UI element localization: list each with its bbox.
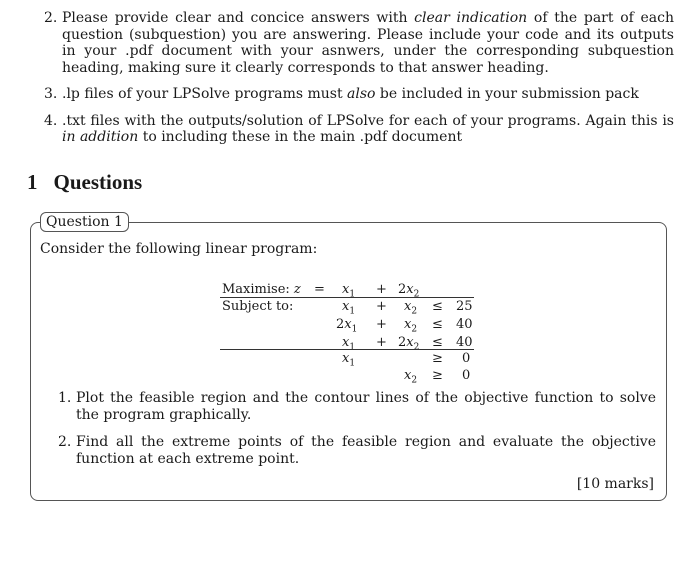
lp-rhs: 40 bbox=[456, 335, 473, 350]
section-heading bbox=[27, 170, 142, 195]
instruction-text bbox=[62, 86, 674, 103]
lp-term: $x_1$ bbox=[342, 351, 356, 369]
instruction-number: 3. bbox=[44, 86, 58, 102]
lp-rhs: 0 bbox=[462, 351, 471, 366]
instruction-item bbox=[44, 86, 674, 103]
instruction-text-part: Please provide clear and concice answers with bbox=[62, 10, 415, 26]
instruction-text-part: of the part of each question (subquestion) you are answering. Please include your code and its outputs in your .pdf document with your asnwers, under the corresponding subquestion heading, making sure it clearly corresponds to that answer heading. bbox=[62, 10, 675, 76]
lp-term: $x_2$ bbox=[404, 317, 418, 335]
instruction-text bbox=[62, 10, 674, 76]
lp-term: $2x_2$ bbox=[398, 335, 420, 353]
lp-relation: ≥ bbox=[432, 351, 443, 366]
lp-rhs: 40 bbox=[456, 317, 473, 332]
lp-term: $x_1$ bbox=[342, 282, 356, 300]
lp-term: $x_1$ bbox=[342, 335, 356, 353]
lp-operator: + bbox=[376, 282, 387, 297]
lp-term: $2x_1$ bbox=[336, 317, 358, 335]
objective-label: Maximise: z bbox=[222, 282, 301, 297]
section-number: 1 bbox=[27, 170, 38, 194]
instruction-text bbox=[62, 113, 674, 146]
task-number: 1. bbox=[58, 390, 72, 406]
lp-relation: ≥ bbox=[432, 368, 443, 383]
lp-rule-bottom bbox=[220, 349, 474, 350]
instruction-text-part: .lp files of your LPSolve programs must bbox=[62, 86, 348, 102]
instruction-emphasis: clear indication bbox=[414, 10, 528, 26]
lp-operator: + bbox=[376, 299, 387, 314]
subject-label: Subject to: bbox=[222, 299, 294, 314]
instruction-emphasis: in addition bbox=[62, 129, 139, 145]
instruction-item bbox=[44, 10, 674, 76]
lp-term: $x_1$ bbox=[342, 299, 356, 317]
lp-rhs: 25 bbox=[456, 299, 473, 314]
instruction-item bbox=[44, 113, 674, 146]
instruction-emphasis: also bbox=[347, 86, 376, 102]
lp-operator: + bbox=[376, 335, 387, 350]
lp-term: $x_2$ bbox=[404, 299, 418, 317]
lp-term: $2x_2$ bbox=[398, 282, 420, 300]
marks-label: [10 marks] bbox=[576, 476, 654, 492]
task-item bbox=[58, 434, 656, 468]
section-title: Questions bbox=[53, 170, 143, 194]
lp-rule-top bbox=[220, 297, 474, 298]
task-item bbox=[58, 390, 656, 424]
question-label: Question 1 bbox=[40, 212, 129, 232]
lp-operator: + bbox=[376, 317, 387, 332]
instruction-number: 4. bbox=[44, 112, 58, 129]
lp-relation: ≤ bbox=[432, 317, 443, 332]
instruction-text-part: be included in your submission pack bbox=[375, 86, 639, 102]
objective-equals: = bbox=[314, 282, 325, 297]
lp-term: $x_2$ bbox=[404, 368, 418, 386]
instruction-number: 2. bbox=[44, 10, 58, 26]
lp-relation: ≤ bbox=[432, 335, 443, 350]
lp-rhs: 0 bbox=[462, 368, 471, 383]
instruction-list bbox=[44, 10, 674, 156]
instruction-text-part: to including these in the main .pdf document bbox=[138, 129, 463, 145]
question-intro: Consider the following linear program: bbox=[40, 241, 318, 257]
linear-program bbox=[216, 282, 476, 386]
task-text: Find all the extreme points of the feasible region and evaluate the objective function at each extreme point. bbox=[76, 434, 656, 467]
lp-relation: ≤ bbox=[432, 299, 443, 314]
task-list bbox=[58, 390, 656, 478]
task-text: Plot the feasible region and the contour lines of the objective function to solve the program graphically. bbox=[76, 390, 656, 423]
task-number: 2. bbox=[58, 434, 72, 450]
instruction-text-part: .txt files with the outputs/solution of LPSolve for each of your programs. Again this is bbox=[62, 112, 674, 129]
